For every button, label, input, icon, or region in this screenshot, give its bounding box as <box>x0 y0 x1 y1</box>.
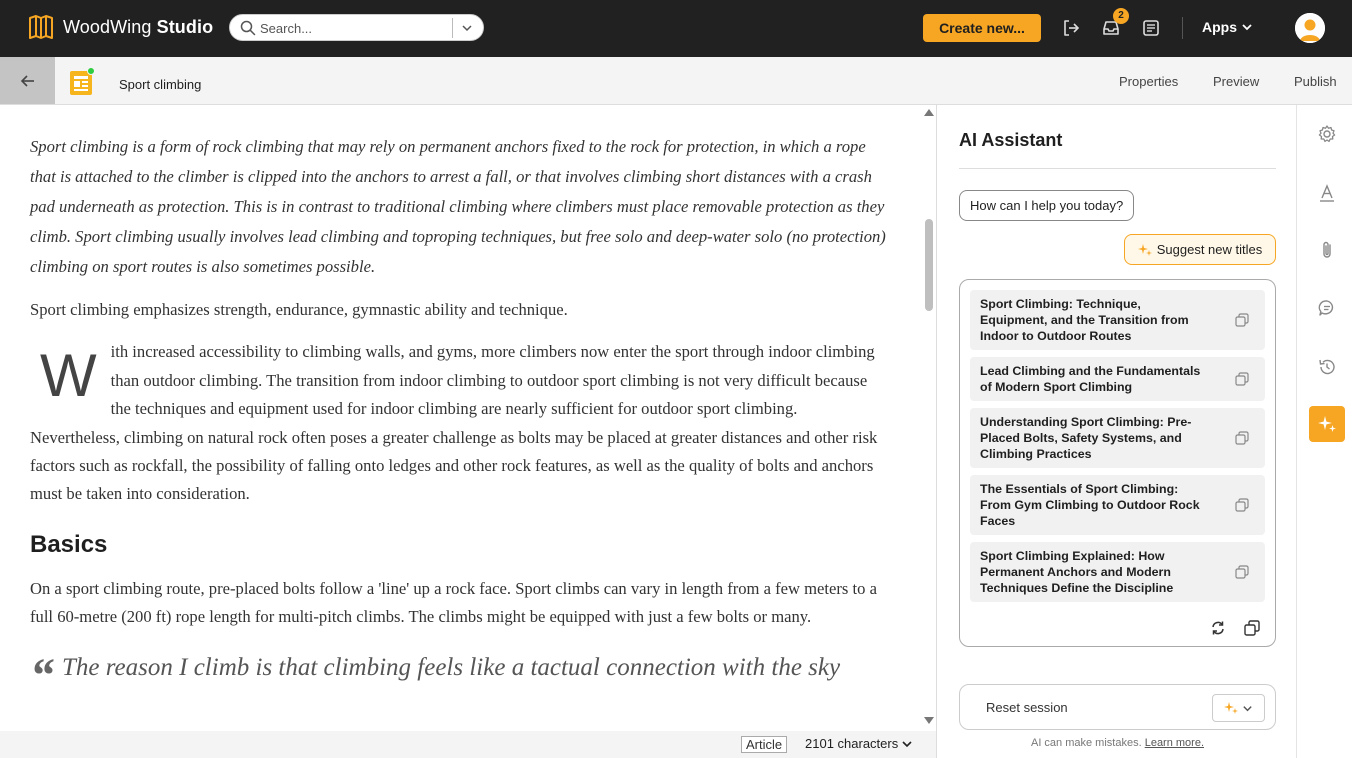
ai-sparkle-icon <box>1317 414 1337 434</box>
learn-more-link[interactable]: Learn more. <box>1144 737 1205 749</box>
apps-label: Apps <box>1202 19 1237 35</box>
create-new-button[interactable]: Create new... <box>923 14 1041 42</box>
copy-icon[interactable] <box>1235 498 1249 512</box>
woodwing-logo-icon <box>28 14 54 40</box>
preview-link[interactable]: Preview <box>1213 74 1260 89</box>
copy-all-icon[interactable] <box>1244 620 1260 636</box>
typography-icon <box>1317 183 1337 203</box>
reset-session-bar <box>959 684 1276 730</box>
title-suggestion[interactable] <box>970 542 1265 602</box>
comment-icon <box>1317 298 1337 318</box>
article-editor[interactable] <box>0 105 922 732</box>
document-title: Sport climbing <box>119 77 202 92</box>
title-suggestion[interactable] <box>970 357 1265 401</box>
topbar-separator <box>1182 17 1183 39</box>
user-message-text: Suggest new titles <box>1156 242 1263 257</box>
search-divider <box>452 18 453 38</box>
ai-action-dropdown[interactable] <box>1212 694 1265 722</box>
inbox-count-badge: 2 <box>1113 8 1129 24</box>
suggestions-card <box>959 279 1276 647</box>
component-tag[interactable]: Article <box>741 736 787 753</box>
title-suggestion[interactable] <box>970 290 1265 350</box>
back-button[interactable] <box>0 57 55 104</box>
editor-scrollbar[interactable] <box>922 105 936 732</box>
top-bar <box>0 0 1352 57</box>
right-tool-rail <box>1296 105 1352 758</box>
user-avatar-icon <box>1295 13 1325 43</box>
body-paragraph[interactable]: Sport climbing emphasizes strength, endurance, gymnastic ability and technique. <box>30 300 568 319</box>
search-options-chevron-icon[interactable] <box>460 21 474 35</box>
disclaimer-text: AI can make mistakes. <box>1030 737 1142 749</box>
title-suggestion-text: Understanding Sport Climbing: Pre-Placed Bolts, Safety Systems, and Climbing Practices <box>980 415 1192 461</box>
quote-mark-icon: “ <box>30 649 54 703</box>
editor-footer <box>0 731 936 758</box>
title-suggestion-text: The Essentials of Sport Climbing: From Gym Climbing to Outdoor Rock Faces <box>980 482 1200 528</box>
history-button[interactable] <box>1309 349 1345 385</box>
paperclip-icon <box>1317 240 1337 260</box>
brand-name: WoodWing Studio <box>63 16 214 37</box>
tasks-icon[interactable] <box>1141 18 1161 38</box>
user-message <box>1124 234 1276 265</box>
brand-logo[interactable] <box>28 14 213 40</box>
title-suggestion-text: Sport Climbing Explained: How Permanent Anchors and Modern Techniques Define the Discipline <box>980 549 1174 595</box>
sparkle-icon <box>1138 243 1152 257</box>
ai-assistant-panel <box>936 105 1296 758</box>
intro-paragraph[interactable]: Sport climbing is a form of rock climbing that may rely on permanent anchors fixed to the rock for protection, in which a rope that is attached to the climber is clipped into the anchors to arrest a fall, or that involves climbing short distances with a crash pad underneath as protection. This is in contrast to traditional climbing where climbers must place removable protection as they climb. Sport climbing usually involves lead climbing and toproping techniques, but free solo and deep-water solo (no protection) climbing on sport routes is also sometimes possible. <box>30 137 886 276</box>
scroll-down-arrow-icon[interactable] <box>924 717 934 724</box>
dropcap-letter: W <box>40 342 97 410</box>
regenerate-icon[interactable] <box>1210 620 1226 636</box>
character-count-label: 2101 characters <box>805 736 899 751</box>
arrow-left-icon <box>20 73 36 89</box>
ai-disclaimer <box>959 737 1276 749</box>
copy-icon[interactable] <box>1235 431 1249 445</box>
gear-icon <box>1317 124 1337 144</box>
basics-paragraph[interactable]: On a sport climbing route, pre-placed bolts follow a 'line' up a rock face. Sport climbs can vary in length from a few meters to a full 60-metre (200 ft) rope length for multi-pitch climbs. The climbs might be equipped with just a few bolts or many. <box>30 578 877 627</box>
pull-quote-text: The reason I climb is that climbing feels like a tactual connection with the sky <box>62 654 841 682</box>
apps-menu[interactable] <box>1202 19 1253 35</box>
publish-link[interactable]: Publish <box>1294 74 1337 89</box>
pull-quote[interactable] <box>30 649 890 703</box>
search-box <box>229 14 484 41</box>
scroll-up-arrow-icon[interactable] <box>924 109 934 116</box>
reset-session-button[interactable]: Reset session <box>986 700 1068 715</box>
search-input[interactable] <box>260 18 450 38</box>
user-avatar[interactable] <box>1295 13 1325 43</box>
character-count[interactable] <box>805 736 913 751</box>
title-suggestion-text: Lead Climbing and the Fundamentals of Modern Sport Climbing <box>980 364 1201 394</box>
ai-assistant-title: AI Assistant <box>959 130 1063 150</box>
attachments-button[interactable] <box>1309 232 1345 268</box>
properties-link[interactable]: Properties <box>1119 74 1179 89</box>
search-icon <box>240 20 256 36</box>
sign-out-icon[interactable] <box>1061 18 1081 38</box>
ai-assistant-button[interactable] <box>1309 406 1345 442</box>
chevron-down-icon <box>901 738 913 750</box>
article-document-icon <box>70 68 94 96</box>
document-toolbar <box>0 57 1352 105</box>
title-suggestion-text: Sport Climbing: Technique, Equipment, and the Transition from Indoor to Outdoor Routes <box>980 297 1189 343</box>
copy-icon[interactable] <box>1235 565 1249 579</box>
chevron-down-icon <box>1241 21 1253 33</box>
title-suggestion[interactable] <box>970 475 1265 535</box>
comments-button[interactable] <box>1309 290 1345 326</box>
panel-divider <box>959 168 1276 169</box>
history-icon <box>1317 357 1337 377</box>
sparkle-icon <box>1224 701 1238 715</box>
dropcap-paragraph-text: ith increased accessibility to climbing walls, and gyms, more climbers now enter the sport through indoor climbing than outdoor climbing. The transition from indoor climbing to outdoor sport climbing is not very difficult because the techniques and equipment used for indoor climbing are nearly sufficient for outdoor sport climbing. Nevertheless, climbing on natural rock often poses a greater challenge as bolts may be placed at greater distances and other risk factors such as rockfall, the possibility of falling onto ledges and other rock features, as well as the quality of bolts and anchors must be taken into consideration. <box>30 342 878 504</box>
chevron-down-icon <box>1242 703 1253 714</box>
copy-icon[interactable] <box>1235 313 1249 327</box>
dropcap-paragraph[interactable] <box>30 338 890 508</box>
copy-icon[interactable] <box>1235 372 1249 386</box>
section-heading[interactable]: Basics <box>30 530 108 558</box>
assistant-message: How can I help you today? <box>959 190 1134 221</box>
typography-button[interactable] <box>1309 175 1345 211</box>
scrollbar-thumb[interactable] <box>925 219 933 311</box>
settings-button[interactable] <box>1309 116 1345 152</box>
title-suggestion[interactable] <box>970 408 1265 468</box>
